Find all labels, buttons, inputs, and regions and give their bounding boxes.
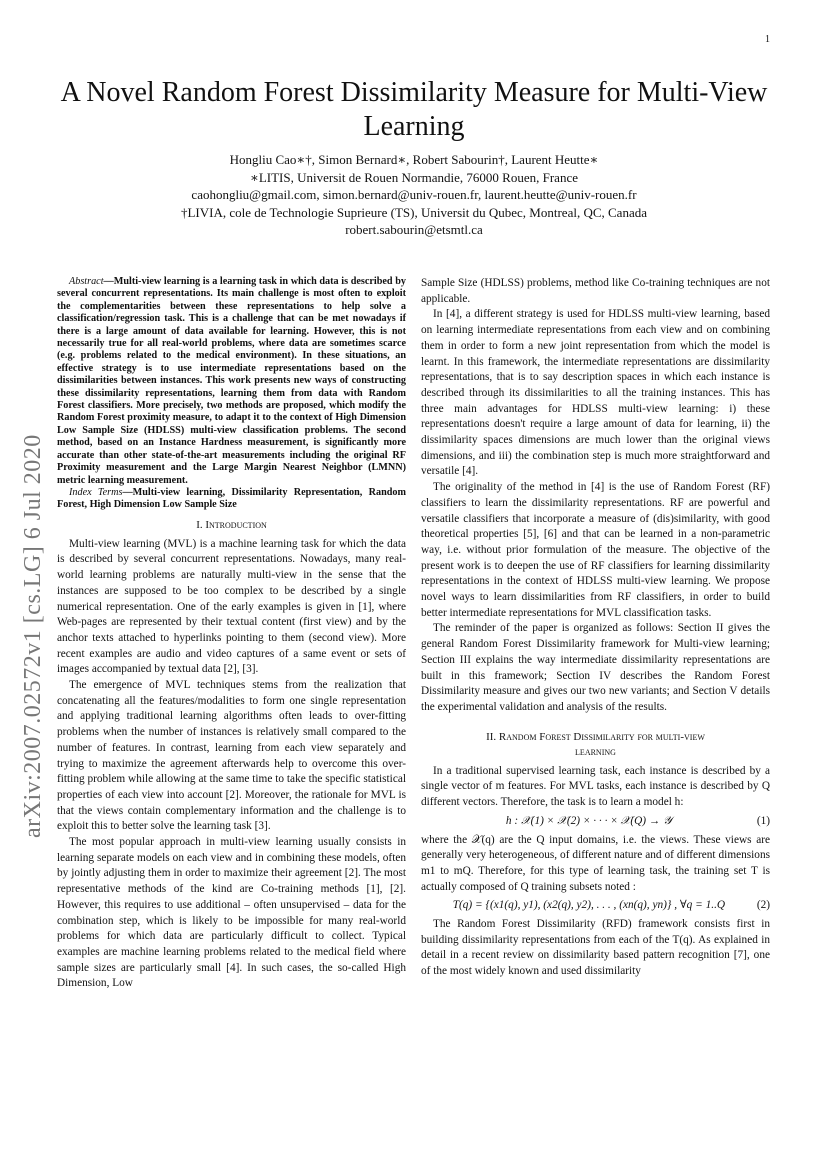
body-paragraph: The emergence of MVL techniques stems from the realization that concatenating all the features/modalities to form one single representation and applying traditional learning algorithms often leads to over-fitting problems when the number of instances is relatively small compared to the number of features. In contrast, learning from each view separately and trying to maximize the agreement afterwards help to overcome this over-fitting problem while allowing at the same time to take the specific statistical properties of each view into account [2]. Moreover, the rationale for MVL is that the views contain complementary information and the challenge is to exploit this to better solve the learning task [3]. [57,679,406,833]
author-block [60,151,768,239]
body-paragraph: The reminder of the paper is organized as follows: Section II gives the general Random Forest Dissimilarity framework for Multi-view learning; Section III explains the way intermediate dissimilarity representations are built in this framework; Section IV describes the Random Forest Dissimilarity measure and gives our two new variants; and Section V details the experimental validation and analysis of the results. [421,622,770,713]
affiliation-1: ∗LITIS, Universit de Rouen Normandie, 76000 Rouen, France [250,169,578,185]
body-paragraph: Multi-view learning (MVL) is a machine learning task for which the data is described by several concurrent representations. Nowadays, many real-world learning problems are naturally multi-view in the sense that the instances are supposed to be too complex to be described by a single numerical representation. One of the early examples is given in [1], where Web-pages are represented by their textual content (first view) and by the anchor texts attached to hyperlinks pointing to them (second view). More recent examples are audio and video captures of a same event or sets of images accompanied by textual data [2], [3]. [57,537,406,676]
emails-1: caohongliu@gmail.com, simon.bernard@univ-rouen.fr, laurent.heutte@univ-rouen.fr [191,187,637,202]
affiliation-2: †LIVIA, cole de Technologie Suprieure (TS), Universit du Qubec, Montreal, QC, Canada [180,204,647,220]
body-paragraph: The originality of the method in [4] is the use of Random Forest (RF) classifiers to learn the dissimilarity representations. RF are powerful and versatile classifiers that incorporate a measure of (dis)similarity, with good theoretical properties [5], [6] and that can be learned in a non-parametric way, i.e. without prior formulation of the measure. The objective of the present work is to deepen the use of RF classifiers for learning dissimilarity representations in the context of HDLSS multi-view learning. We propose novel ways to learn dissimilarities from RF classifiers, in order to build better intermediate representations for MVL classification tasks. [421,481,770,619]
right-column [421,276,770,980]
equation-body: T(q) = {(x1(q), y1), (x2(q), y2), . . . , (xn(q), yn)} , ∀q = 1..Q [452,899,726,912]
abstract [57,276,406,487]
equation-number: (2) [756,899,770,912]
body-paragraph: In [4], a different strategy is used for HDLSS multi-view learning, based on learning intermediate representations from each view and on combining them in order to form a new joint representation from which the model is learnt. In this framework, the intermediate representations are dissimilarity representations, that is to say description spaces in which each instance is described through its dissimilarities to all the training instances. This has three main advantages for HDLSS multi-view learning: i) these representations doesn't require a large amount of data for learning, ii) the dissimilarity spaces dimensions are much lower than the original views dimensions, and iii) the combination step is much more straightforward and versatile [4]. [421,308,770,478]
paper-title: A Novel Random Forest Dissimilarity Measure for Multi-View Learning [60,77,768,142]
author-names: Hongliu Cao∗†, Simon Bernard∗, Robert Sabourin†, Laurent Heutte∗ [229,152,599,167]
equation-1 [421,814,770,830]
equation-body: h : 𝒳(1) × 𝒳(2) × · · · × 𝒳(Q) → 𝒴 [505,814,672,827]
body-paragraph: In a traditional supervised learning task, each instance is described by a single vector of m features. For MVL tasks, each instance is described by Q different vectors. Therefore, the task is to learn a model h: [421,764,770,809]
equation-2 [421,898,770,914]
page-number: 1 [765,34,770,45]
section-heading-line: II. Random Forest Dissimilarity for multi-view [486,730,705,743]
email-2: robert.sabourin@etsmtl.ca [345,222,483,237]
body-paragraph: The most popular approach in multi-view learning usually consists in learning separate models on each view and in combining these models, often by jointly adjusting them in order to maximize their agreement [2]. The most representative methods of the kind are Co-training methods [1], [2]. However, this requires to use additional – often unsupervised – data for the combination step, which is likely to be impossible for many real-world problems for which data are particularly difficult to collect. Typical examples are machine learning problems related to the medical field where sample sizes are particularly small [4]. In such cases, the so-called High Dimension, Low [57,836,406,990]
equation-number: (1) [756,814,770,827]
index-terms-text: —Multi-view learning, Dissimilarity Representation, Random Forest, High Dimension Low Sample Size [57,486,406,511]
body-paragraph: where the 𝒳(q) are the Q input domains, i.e. the views. These views are generally very heterogeneous, of different nature and of different dimensions m1 to mQ. Therefore, for this type of learning task, the training set T is actually composed of Q training subsets noted : [421,833,770,893]
index-terms [57,487,406,512]
section-heading-line: learning [575,745,616,758]
index-terms-label: Index Terms [69,486,123,498]
body-paragraph: The Random Forest Dissimilarity (RFD) framework consists first in building dissimilarity representations from each of the T(q). As explained in detail in a recent review on dissimilarity based pattern recognition [7], one of the most widely known and used dissimilarity [421,918,770,978]
body-paragraph: Sample Size (HDLSS) problems, method like Co-training techniques are not applicable. [421,277,770,305]
abstract-label: Abstract [69,276,104,287]
arxiv-stamp: arXiv:2007.02572v1 [cs.LG] 6 Jul 2020 [20,434,46,838]
abstract-text: —Multi-view learning is a learning task in which data is described by several concurrent representations. Its main challenge is most often to exploit the complementarities between these representations to help solve a classification/regression task. This is a challenge that can be met nowadays if there is a large amount of data available for learning. However, this is not necessarily true for all real-world problems, where data are sometimes scarce (e.g. problems related to the medical environment). In these situations, an effective strategy is to use intermediate representations based on the dissimilarities between instances. This work presents new ways of constructing these dissimilarity representations, learning them from data with Random Forest classifiers. More precisely, two methods are proposed, which modify the Random Forest proximity measure, to adapt it to the context of High Dimension Low Sample Size (HDLSS) multi-view classification problems. The second method, based on an Instance Hardness measurement, is significantly more accurate than other state-of-the-art measurements including the original RF Proximity measurement and the Large Margin Nearest Neighbor (LMNN) metric learning measurement. [57,276,406,486]
left-column [57,276,406,992]
section-heading-rfd [421,730,770,760]
section-heading-introduction: I. Introduction [196,518,267,531]
